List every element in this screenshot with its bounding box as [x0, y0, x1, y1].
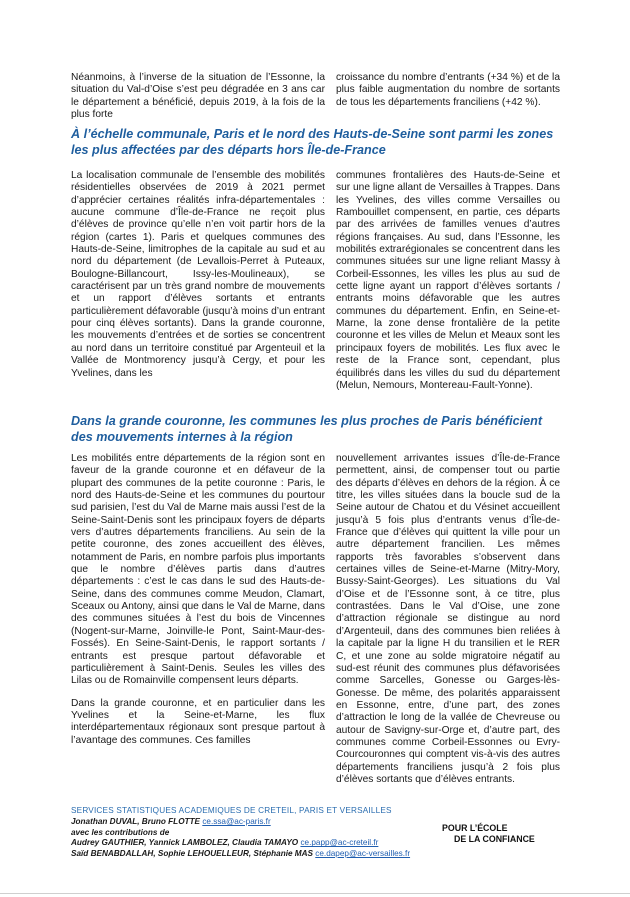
section1-right-column: [336, 170, 560, 392]
ecole-confiance-logo: [442, 823, 562, 845]
contributors: Saïd BENABDALLAH, Sophie LEHOUELLEUR, Stéphanie MAS: [71, 849, 313, 859]
email-link[interactable]: ce.ssa@ac-paris.fr: [202, 816, 271, 826]
paragraph: communes frontalières des Hauts-de-Seine et sur une ligne allant de Versailles à Trappes. Dans les Yvelines, des villes comme Versailles ou Rambouillet compensent, en partie, ces départs par des arrivées de familles venues d’autres régions françaises. Au sud, dans l’Essonne, les mobilités extrarégionales se concentrent dans les communes situées sur une ligne reliant Massy à Corbeil-Essonnes, les villes les plus au sud de cette ligne ayant un rapport d’élèves sortants / entrants moins défavorable que les autres communes du département. Enfin, en Seine-et-Marne, la zone dense frontalière de la petite couronne et les villes de Melun et Meaux sont les principaux foyers de mobilités. Les flux avec le reste de la France sont, cependant, plus équilibrés dans les villes du sud du département (Melun, Nemours, Montereau-Fault-Yonne).: [336, 170, 560, 391]
paragraph: nouvellement arrivantes issues d’Île-de-France permettent, ainsi, de compenser tout ou partie des départs d’élèves en dehors de la région. À ce titre, les villes situées dans la boucle sud de la Seine autour de Chatou et du Vésinet accueillent jusqu’à 5 fois plus d’entrants venus d’Île-de-France que d’élèves qui quittent la ville pour un autre département francilien. Les mêmes rapports très favorables s’observent dans certaines villes de Seine-et-Marne (Mitry-Mory, Bussy-Saint-Georges). Les situations du Val d’Oise et de l’Essonne sont, à ce titre, plus contrastées. Dans le Val d’Oise, une zone d’attraction régionale se distingue au nord d’Argenteuil, dans des communes bien reliées à la capitale par la ligne H du transilien et le RER C, et une zone au solde migratoire négatif au sud-est réunit des communes plus défavorisées comme Sarcelles, Gonesse ou Garges-lès-Gonesse. De même, des polarités apparaissent en Essonne, entre, d’une part, des zones d’attraction le long de la vallée de Chevreuse ou autour de Savigny-sur-Orge et, d’autre part, des communes comme Corbeil-Essonnes ou Evry-Courcouronnes qui comptent vis-à-vis des autres départements franciliens jusqu’à 2 fois plus d’élèves sortants que d’élèves entrants.: [336, 453, 560, 785]
paragraph: croissance du nombre d’entrants (+34 %) et de la plus faible augmentation du nombre de sortants de tous les départements franciliens (+42 %).: [336, 72, 560, 108]
paragraph: Néanmoins, à l’inverse de la situation de l’Essonne, la situation du Val-d’Oise s’est peu dégradée en 3 ans car le département a bénéficié, depuis 2019, à la fois de la plus forte: [71, 72, 325, 121]
section-heading: À l’échelle communale, Paris et le nord des Hauts-de-Seine sont parmi les zones les plus affectées par des départs hors Île-de-France: [71, 127, 554, 157]
contributors: Audrey GAUTHIER, Yannick LAMBOLEZ, Claudia TAMAYO: [71, 838, 299, 848]
paragraph: Les mobilités entre départements de la région sont en faveur de la grande couronne et en défaveur de la plupart des communes de la petite couronne : Paris, le nord des Hauts-de-Seine et les communes du pourtour sud parisien, l’est du Val de Marne mais aussi l’est de la Seine-Saint-Denis sont les principaux foyers de départs vers d’autres départements franciliens. Au sein de la petite couronne, des zones accueillent des élèves, notamment de Paris, en nombre parfois plus importants que le nombre d’élèves partis dans d’autres départements : c’est le cas dans le sud des Hauts-de-Seine, dans des communes comme Meudon, Clamart, Sceaux ou Antony, ainsi que dans le Val de Marne, dans des communes situées à l’est du bois de Vincennes (Nogent-sur-Marne, Joinville-le Pont, Saint-Maur-des-Fossés). En Seine-Saint-Denis, le rapport sortants / entrants est presque partout défavorable et particulièrement à Saint-Denis. Seules les villes des Lilas ou de Romainville compensent leurs départs.: [71, 453, 325, 687]
section1-left-column: [71, 170, 325, 380]
email-link[interactable]: ce.papp@ac-creteil.fr: [300, 838, 379, 848]
authors: Jonathan DUVAL, Bruno FLOTTE: [71, 816, 201, 826]
paragraph: Dans la grande couronne, et en particulier dans les Yvelines et la Seine-et-Marne, les flux interdépartementaux régionaux sont presque partout à l’avantage des communes. Ces familles: [71, 697, 325, 746]
page-divider: [0, 893, 630, 894]
top-left-column: [71, 72, 325, 121]
section2-right-column: [336, 453, 560, 786]
logo-line: POUR L’ÉCOLE: [442, 823, 508, 833]
top-right-column: [336, 72, 560, 109]
services-title: SERVICES STATISTIQUES ACADEMIQUES DE CRETEIL, PARIS ET VERSAILLES: [71, 806, 392, 815]
logo-line: DE LA CONFIANCE: [454, 834, 535, 844]
section2-left-column: [71, 453, 325, 747]
section-heading: Dans la grande couronne, les communes les plus proches de Paris bénéficient des mouvements internes à la région: [71, 414, 543, 444]
email-link[interactable]: ce.dapep@ac-versailles.fr: [315, 849, 411, 859]
paragraph: La localisation communale de l’ensemble des mobilités résidentielles observées de 2019 à 2021 permet d’apprécier certaines réalités infra-départementales : aucune commune d’Île-de-France ne reçoit plus d’élèves de province qu’elle n’en voit partir hors de la région (cartes 1). Paris et quelques communes des Hauts-de-Seine, limitrophes de la capitale au sud et au nord du département (de Levallois-Perret à Puteaux, Boulogne-Billancourt, Issy-les-Moulineaux), se caractérisent par un très grand nombre de mouvements et un rapport d’élèves sortants et entrants particulièrement défavorable (jusqu’à moins d’un entrant pour cinq élèves sortants). Dans la grande couronne, les mouvements d’entrées et de sorties se concentrent au nord dans un territoire constitué par Argenteuil et la Vallée de Montmorency jusqu’à Cergy, et pour les Yvelines, dans les: [71, 170, 325, 379]
contributions-label: avec les contributions de: [71, 827, 170, 837]
